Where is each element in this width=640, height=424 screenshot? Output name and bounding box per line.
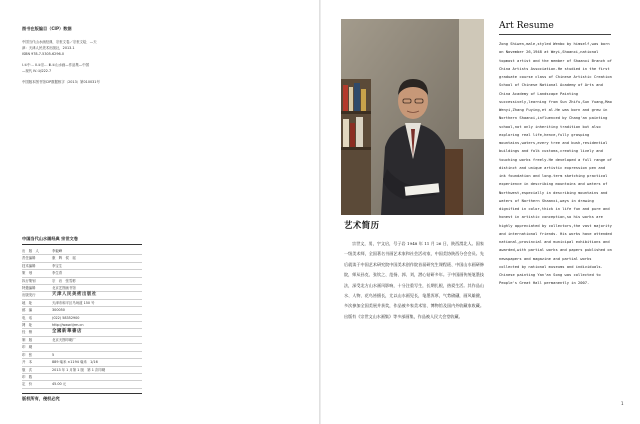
colophon-key: 策 划 [22, 271, 33, 276]
colophon-row [22, 300, 142, 307]
cip-block [22, 26, 152, 85]
colophon-row [22, 292, 142, 299]
colophon-value: 李宝生 [52, 263, 63, 268]
colophon-row [22, 359, 142, 366]
colophon-key: 责任编辑 [22, 256, 36, 261]
colophon-key: 版 次 [22, 367, 33, 372]
colophon-row [22, 255, 142, 262]
colophon-key: 印 刷 [22, 345, 33, 350]
colophon-value: 康 辉 侯 瑶 [52, 256, 76, 261]
colophon-key: 网 址 [22, 323, 33, 328]
colophon-row [22, 307, 142, 314]
cip-line: 津：天津人民美术出版社，2013.1 [22, 46, 75, 50]
section-title-en: Art Resume [499, 20, 554, 31]
colophon-row [22, 374, 142, 381]
colophon-value [52, 344, 142, 350]
colophon-value: 天津市和平区马场道 150 号 [52, 300, 95, 305]
colophon-row [22, 322, 142, 329]
colophon-value: 全國新華書店 [52, 329, 82, 335]
colophon-value: 2013 年 1 月第 1 版 第 1 次印刷 [52, 367, 106, 372]
colophon-key: 开 本 [22, 360, 33, 365]
colophon-value: 45.00 元 [52, 382, 67, 387]
colophon-key: 邮 编 [22, 308, 33, 313]
colophon-key: 出版发行 [22, 293, 36, 298]
colophon-key: 印 张 [22, 352, 33, 357]
cip-line: 中国版本图书馆CIP数据核字（2013）第010031号 [22, 80, 100, 84]
colophon-value: 北京艺图画书馆 [52, 286, 76, 291]
colophon-row [22, 329, 142, 336]
rights-notice: 版权所有，侵权必究 [22, 393, 142, 402]
colophon-value: 天津人民美術出版社 [52, 292, 97, 298]
colophon-rows [22, 248, 142, 389]
colophon-key: 执行策划 [22, 278, 36, 283]
colophon-value [52, 374, 142, 380]
colophon [22, 236, 142, 402]
colophon-row [22, 352, 142, 359]
colophon-key: 特邀编辑 [22, 286, 36, 291]
colophon-value: 5 [52, 352, 55, 357]
biography-cn: 宗世文，男，字文启，号子岩 1948 年 11 月 26 日，陕西渭北人。国家一级美术师，全国著名书画艺术家和社会活动家，中国美协陕西分会会员。先后就读于中国艺术研究院中国美术创作院首届研究生课程班、中国山水画研修院，师从孙克、张钦之、范扬、郭、刘，潜心钻研多年。于中国画传统笔墨技法，深受北方山水画风影响，十分注重写生，长期扎根，热爱生活。其作品山水、人物、花鸟皆擅长，尤以山水画见长，笔墨浑厚，气势磅礴，画风雄健，多次参加全国美展并获奖，作品被多家美术馆、博物馆及国内外收藏家收藏。出版有《宗世文山水画集》等多部画集，作品被人民大会堂收藏。 [344, 241, 484, 319]
colophon-value: 李毅峰 [52, 249, 63, 253]
colophon-row [22, 337, 142, 344]
colophon-key: 印 数 [22, 374, 33, 379]
colophon-key: 出 版 人 [22, 249, 39, 253]
colophon-row [22, 344, 142, 351]
colophon-row [22, 270, 142, 277]
colophon-key: 制 版 [22, 337, 33, 342]
colophon-key: 电 话 [22, 315, 33, 320]
colophon-row [22, 381, 142, 388]
section-title-cn: 艺术简历 [344, 220, 380, 230]
cip-line: —现代 Ⅳ.①J222.7 [22, 69, 52, 73]
colophon-row [22, 248, 142, 255]
colophon-value: (022) 58352900 [52, 315, 80, 320]
cip-line: 中国当代山水画经典．宗世文卷／宗世文绘．—天 [22, 40, 97, 44]
artist-photo [341, 19, 484, 215]
colophon-row [22, 315, 142, 322]
cip-line: ISBN 978-7-5305-6296-0 [22, 52, 65, 56]
colophon-value: 300050 [52, 308, 65, 313]
colophon-key: 技术编辑 [22, 263, 36, 268]
colophon-key: 定 价 [22, 382, 33, 387]
biography-en: Zong Shiwen,male,styled Wenbo by himself,was born on November 26,1948 at Weyi,Shaanxi,national topmost artist and the member of Shaanxi Branch of China Artists Association.He studied in the first graduate course class of Chinese Artistic Creation School of Chinese National Academy of Arts and China Academy of Landscape Painting successively,learning from Sun Zhifu,Sun Yuang,Mao Wenyi,Zhang Fuying,et al.He was born and grew in Northern Shaanxi,influenced by Chang'an painting school,not only inheriting tradition but also exploring real life,hence,fully grasping mountains,waters,every tree and bush,residential buildings and folk customs,creating lively and touching works freely.He developed a full range of distinct and unique artistic expression pen and ink foundation and long-term sketching practical experience in describing mountains and waters of Northwest,especially in describing mountains and waters of Northern Shaanxi,ways in drawing dignified in color,thick in life fun and pure and honest in artistic conception,so his works are highly appreciated by collectors,the vast majority and international friends. His works have attended national,provincial and municipal exhibitions and awarded,with partial works and papers published on newspapers and magazine and partial works collected by national museums and individuals. Chinese painting Yan'an Song was collected to People's Great Hall permanently in 2007. [499, 42, 612, 286]
cip-title: 图书在版编目（CIP）数据 [22, 26, 72, 31]
colophon-value: http://www.tjrm.cn [52, 323, 84, 328]
colophon-value: 北京天图印刷厂 [52, 337, 76, 342]
cip-line: Ⅰ.①中… Ⅱ.①宗… Ⅲ.①山水画—作品集—中国 [22, 63, 89, 67]
colophon-key: 地 址 [22, 300, 33, 305]
colophon-row [22, 367, 142, 374]
page-number: 1 [621, 401, 624, 406]
colophon-book-title: 中国当代山水画经典 宗世文卷 [22, 236, 142, 245]
colophon-value: 李生青 [52, 271, 63, 276]
colophon-value: 889 毫米 ×1194 毫米 1/16 [52, 360, 98, 365]
title-rule [499, 34, 611, 35]
colophon-row [22, 263, 142, 270]
artist-photo-illustration [341, 19, 484, 215]
colophon-value: 宗 岩 张雪彬 [52, 278, 76, 283]
colophon-key: 经 销 [22, 330, 33, 335]
colophon-row [22, 278, 142, 285]
